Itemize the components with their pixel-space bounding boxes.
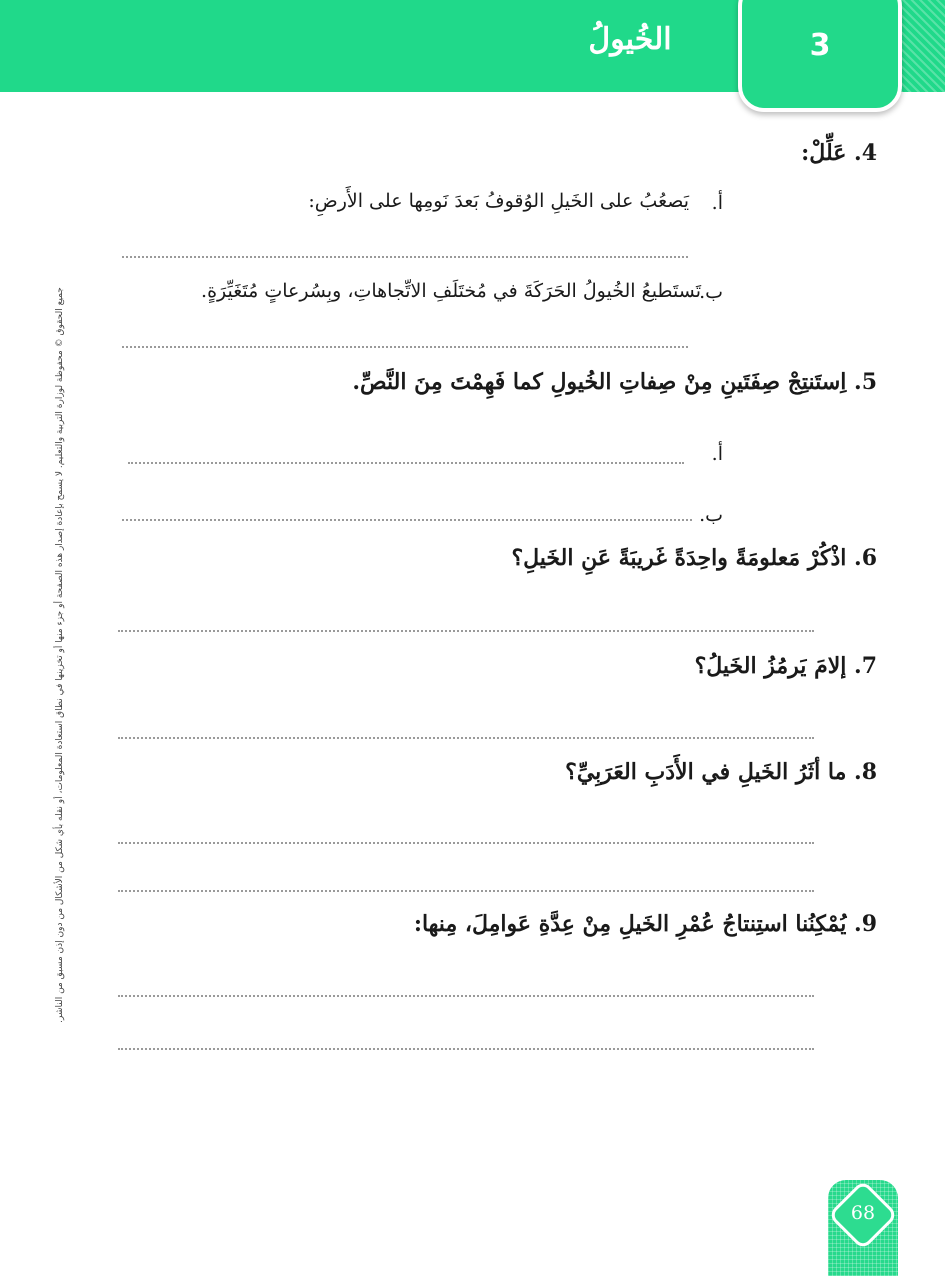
- question-4-item-a-label: أ.: [711, 192, 723, 214]
- copyright-side-note: جميع الحقوق © محفوظة لوزارة التربية والتعليم. لا يسمح بإعادة إصدار هذه الصفحة أو جزء منها أو تخزينها في نطاق استعادة المعلومات، أو نقله بأي شكل من الأشكال من دون إذن مسبق من الناشر.: [55, 287, 65, 1023]
- question-4-item-a-text: يَصعُبُ على الخَيلِ الوُقوفُ بَعدَ نَومِها على الأَرضِ:: [308, 190, 689, 212]
- question-4-item-b-text: تَستَطيعُ الخُيولُ الحَرَكَةَ في مُختَلَفِ الاتِّجاهاتِ، وبِسُرعاتٍ مُتَغَيِّرَةٍ.: [201, 280, 701, 302]
- answer-line-7[interactable]: [118, 737, 814, 739]
- question-4-title: 4. عَلِّلْ:: [801, 140, 877, 166]
- question-5-item-b-label: ب.: [699, 504, 723, 526]
- question-5-title: 5. اِستَنتِجْ صِفَتَينِ مِنْ صِفاتِ الخُيولِ كما فَهِمْتَ مِنَ النَّصِّ.: [352, 369, 877, 395]
- answer-line-9a[interactable]: [118, 995, 814, 997]
- answer-line-5a[interactable]: [128, 462, 684, 464]
- answer-line-5b[interactable]: [122, 519, 692, 521]
- answer-line-4a[interactable]: [122, 256, 688, 258]
- answer-line-8b[interactable]: [118, 890, 814, 892]
- question-9-title: 9. يُمْكِنُنا استِنتاجُ عُمْرِ الخَيلِ مِنْ عِدَّةِ عَوامِلَ، مِنها:: [413, 911, 877, 937]
- answer-line-9b[interactable]: [118, 1048, 814, 1050]
- answer-line-8a[interactable]: [118, 842, 814, 844]
- question-5-item-a-label: أ.: [711, 443, 723, 465]
- answer-line-6[interactable]: [118, 630, 814, 632]
- question-8-title: 8. ما أثَرُ الخَيلِ في الأَدَبِ العَرَبِيِّ؟: [565, 759, 877, 785]
- question-7-title: 7. إلامَ يَرمُزُ الخَيلُ؟: [694, 653, 877, 679]
- question-4-item-b-label: ب.: [699, 281, 723, 303]
- unit-number: 3: [809, 28, 831, 63]
- question-6-title: 6. اذْكُرْ مَعلومَةً واحِدَةً غَريبَةً عَنِ الخَيلِ؟: [511, 545, 877, 571]
- unit-title: الخُيولُ: [588, 22, 672, 57]
- answer-line-4b[interactable]: [122, 346, 688, 348]
- page-number: 68: [850, 1202, 876, 1224]
